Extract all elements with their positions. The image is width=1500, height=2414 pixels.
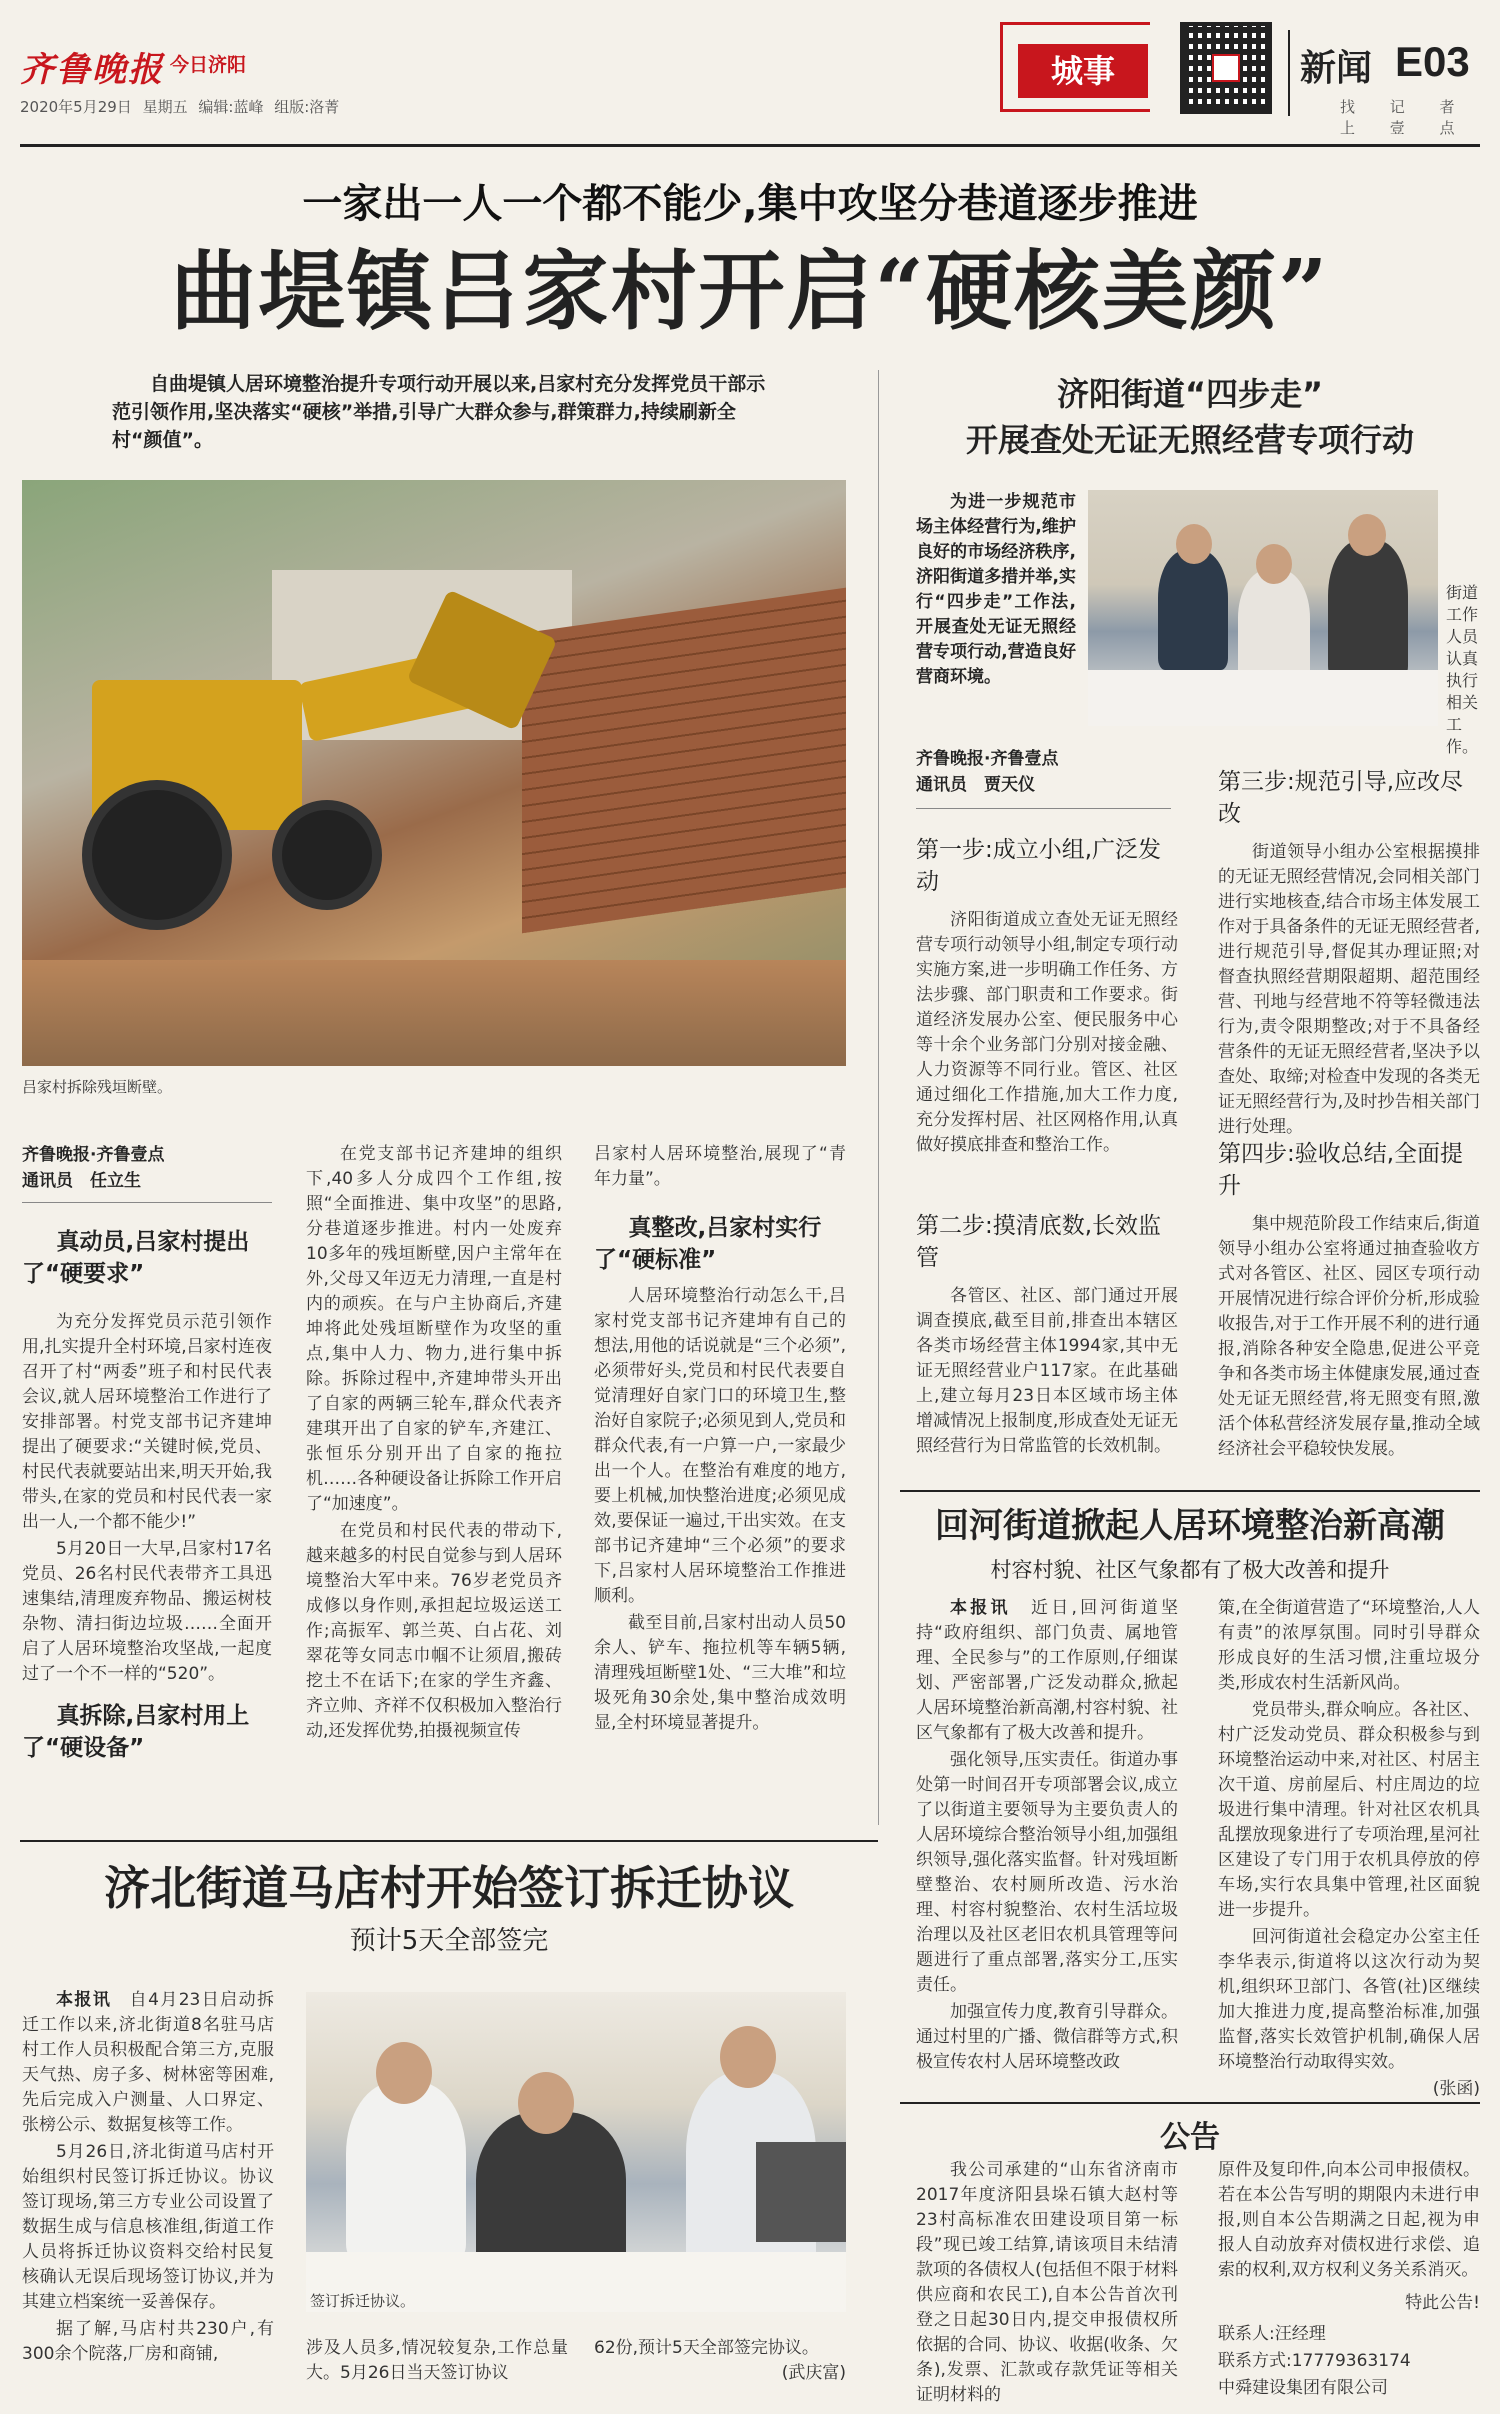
hero-subhead-2: 真拆除,吕家村用上了“硬设备”	[22, 1703, 250, 1761]
madian-top-rule	[20, 1840, 878, 1842]
hero-col-3-p2: 截至目前,吕家村出动人员50余人、铲车、拖拉机等车辆5辆,清理残垣断壁1处、“三大堆”和垃圾死角30余处,集中整治成效明显,全村环境显著提升。	[594, 1613, 846, 1733]
jiyang-step-2: 第二步:摸清底数,长效监管	[916, 1213, 1162, 1271]
jiyang-step-3: 第三步:规范引导,应改尽改	[1218, 769, 1464, 827]
issue-editor: 编辑:蓝峰	[198, 98, 264, 116]
jiyang-byline-source: 齐鲁晚报·齐鲁壹点	[916, 749, 1059, 769]
jiyang-byline	[916, 746, 1176, 798]
issue-layout: 组版:洛菁	[274, 98, 340, 116]
huihe-p3: 加强宣传力度,教育引导群众。通过村里的广播、微信群等方式,积极宣传农村人居环境整改政	[916, 2002, 1178, 2072]
jiyang-photo-caption: 街道工作人员认真执行相关工作。	[1446, 583, 1479, 756]
huihe-col-1	[916, 1596, 1178, 2077]
jiyang-byline-rule	[916, 808, 1171, 809]
section-tab: 城事	[1018, 44, 1148, 98]
huihe-lead-tag: 本报讯	[950, 1598, 1011, 1618]
huihe-col-2	[1218, 1596, 1480, 2104]
madian-author: (武庆富)	[781, 2363, 846, 2383]
hero-byline	[22, 1142, 302, 1194]
edition-name: 今日济阳	[170, 54, 247, 76]
madian-p2: 5月26日,济北街道马店村开始组织村民签订拆迁协议。协议签订现场,第三方专业公司设置了数据生成与信息核准组,街道工作人员将拆迁协议资料交给村民复核确认无误后现场签订协议,并为其建立档案统一妥善保存。	[22, 2142, 274, 2312]
huihe-title: 回河街道掀起人居环境整治新高潮	[935, 1506, 1445, 1546]
hero-col-3-top: 吕家村人居环境整治,展现了“青年力量”。	[594, 1144, 846, 1189]
hero-photo-caption: 吕家村拆除残垣断壁。	[22, 1078, 173, 1096]
madian-col-3	[594, 2336, 846, 2386]
masthead-rule	[20, 144, 1480, 147]
hero-photo	[22, 480, 846, 1066]
jiyang-step-3-body: 街道领导小组办公室根据摸排的无证无照经营情况,会同相关部门进行实地核查,结合市场主体发展工作对于具备条件的无证无照经营者,进行规范引导,督促其办理证照;对督查执照经营期限超期、超范围经营、刊地与经营地不符等轻微违法行为,责令限期整改;对于不具备经营条件的无证无照经营者,坚决予以查处、取缔;对检查中发现的各类无证无照经营行为,及时抄告相关部门进行处理。	[1218, 842, 1480, 1137]
huihe-p1	[916, 1596, 1178, 1746]
madian-p3: 据了解,马店村共230户,有300余个院落,厂房和商铺,	[22, 2319, 274, 2364]
staff-left: 找 记 者	[1340, 98, 1455, 116]
huihe-p6: 回河街道社会稳定办公室主任李华表示,街道将以这次行动为契机,组织环卫部门、各管(社)区继续加大推进力度,提高整治标准,加强监督,落实长效管护机制,确保人居环境整治行动取得实效。	[1218, 1927, 1480, 2072]
masthead-divider	[1288, 30, 1290, 116]
hero-byline-source: 齐鲁晚报·齐鲁壹点	[22, 1145, 165, 1165]
hero-col-2-p2: 在党员和村民代表的带动下,越来越多的村民自觉参与到人居环境整治大军中来。76岁老党员齐成修以身作则,承担起垃圾运送工作;高振军、郭兰英、白占花、刘翠花等女同志巾帼不让须眉,搬砖挖土不在话下;在家的学生齐鑫、齐立帅、齐祥不仅积极加入整治行动,还发挥优势,拍摄视频宣传	[306, 1521, 562, 1741]
notice-col-2	[1218, 2158, 1480, 2403]
hero-lead: 自曲堤镇人居环境整治提升专项行动开展以来,吕家村充分发挥党员干部示范引领作用,坚决落实“硬核”举措,引导广大群众参与,群策群力,持续刷新全村“颜值”。	[112, 373, 766, 451]
issue-weekday: 星期五	[142, 98, 188, 116]
jiyang-photo	[1088, 490, 1438, 726]
hero-title: 曲堤镇吕家村开启“硬核美颜”	[170, 241, 1330, 342]
issue-meta	[20, 96, 339, 117]
madian-col-1	[22, 1988, 274, 2369]
hero-col-2	[306, 1142, 562, 1746]
huihe-author: (张函)	[1432, 2079, 1480, 2099]
huihe-p1-text: 近日,回河街道坚持“政府组织、部门负责、属地管理、全民参与”的工作原则,仔细谋划、严密部署,广泛发动群众,掀起人居环境整治新高潮,村容村貌、社区气象都有了极大改善和提升。	[916, 1598, 1179, 1743]
notice-closing: 特此公告!	[1405, 2293, 1480, 2313]
madian-photo-caption: 签订拆迁协议。	[310, 2292, 416, 2310]
huihe-p5: 党员带头,群众响应。各社区、村广泛发动党员、群众积极参与到环境整治运动中来,对社区、村居主次干道、房前屋后、村庄周边的垃圾进行集中清理。针对社区农机具乱摆放现象进行了专项治理,星河社区建设了专门用于农机具停放的停车场,实行农具集中管理,社区面貌进一步提升。	[1218, 1700, 1480, 1920]
madian-p5: 62份,预计5天全部签完协议。	[594, 2338, 819, 2358]
hero-subtitle: 一家出一人一个都不能少,集中攻坚分巷道逐步推进	[302, 181, 1198, 227]
hero-subhead-3: 真整改,吕家村实行了“硬标准”	[594, 1215, 822, 1273]
issue-date: 2020年5月29日	[20, 98, 132, 116]
madian-lead-tag: 本报讯	[56, 1990, 112, 2010]
madian-p1-text: 自4月23日启动拆迁工作以来,济北街道8名驻马店村工作人员积极配合第三方,克服天气热、房子多、树林密等困难,先后完成入户测量、人口界定、张榜公示、数据复核等工作。	[22, 1990, 275, 2135]
huihe-p2: 强化领导,压实责任。街道办事处第一时间召开专项部署会议,成立了以街道主要领导为主要负责人的人居环境综合整治领导小组,加强组织领导,强化落实监督。针对残垣断壁整治、农村厕所改造、污水治理、村容村貌整治、农村生活垃圾治理以及社区老旧农机具管理等问题进行了重点部署,落实分工,压实责任。	[916, 1750, 1178, 1995]
hero-byline-reporter: 通讯员 任立生	[22, 1171, 141, 1191]
madian-title: 济北街道马店村开始签订拆迁协议	[104, 1861, 794, 1915]
notice-p2: 原件及复印件,向本公司申报债权。若在本公告写明的期限内未进行申报,则自本公告期满之日起,视为申报人自动放弃对债权进行求偿、追索的权利,双方权利义务关系消灭。	[1218, 2160, 1480, 2280]
madian-p1	[22, 1988, 274, 2138]
section-title: 新闻	[1300, 48, 1373, 89]
jiyang-intro: 为进一步规范市场主体经营行为,维护良好的市场经济秩序,济阳街道多措并举,实行“四步走”工作法,开展查处无证无照经营专项行动,营造良好营商环境。	[916, 492, 1076, 687]
staff-line	[1340, 96, 1500, 138]
hero-col-1	[22, 1310, 272, 1689]
jiyang-end-rule	[900, 1490, 1480, 1492]
notice-contact: 联系人:汪经理	[1218, 2324, 1326, 2344]
jiyang-step-1: 第一步:成立小组,广泛发动	[916, 837, 1162, 895]
jiyang-step-4-body: 集中规范阶段工作结束后,街道领导小组办公室将通过抽查验收方式对各管区、社区、园区专项行动开展情况进行综合评价分析,形成验收报告,对于工作开展不利的进行通报,消除各种安全隐患,促进公平竞争和各类市场主体健康发展,通过查处无证无照经营,将无照变有照,激活个体私营经济发展存量,推动全域经济社会平稳较快发展。	[1218, 1214, 1480, 1459]
jiyang-title-1: 济阳街道“四步走”	[1056, 375, 1324, 413]
huihe-subtitle: 村容村貌、社区气象都有了极大改善和提升	[990, 1558, 1390, 1582]
byline-rule	[22, 1202, 272, 1203]
hero-col-1-p1: 为充分发挥党员示范引领作用,扎实提升全村环境,吕家村连夜召开了村“两委”班子和村民代表会议,就人居环境整治工作进行了安排部署。村党支部书记齐建坤提出了硬要求:“关键时候,党员、村民代表就要站出来,明天开始,我带头,在家的党员和村民代表一家出一人,一个都不能少!”	[22, 1312, 272, 1532]
jiyang-title-2: 开展查处无证无照经营专项行动	[965, 421, 1414, 459]
notice-title: 公告	[1160, 2120, 1220, 2155]
notice-col-1: 我公司承建的“山东省济南市2017年度济阳县垛石镇大赵村等23村高标准农田建设项目第一标段”现已竣工结算,请该项目未结清款项的各债权人(包括但不限于材料供应商和农民工),自本公告首次刊登之日起30日内,提交申报债权所依据的合同、协议、收据(收条、欠条),发票、汇款或存款凭证等相关证明材料的	[916, 2160, 1178, 2405]
notice-phone: 联系方式:17779363174	[1218, 2351, 1411, 2371]
hero-col-3-p1: 人居环境整治行动怎么干,吕家村党支部书记齐建坤有自己的想法,用他的话说就是“三个必须”,必须带好头,党员和村民代表要自觉清理好自家门口的环境卫生,整治好自家院子;必须见到人,党员和群众代表,有一户算一户,一家最少出一个人。在整治有难度的地方,要上机械,加快整治进度;必须见成效,要保证一遍过,干出实效。在支部书记齐建坤“三个必须”的要求下,吕家村人居环境整治工作推进顺利。	[594, 1286, 846, 1606]
madian-photo	[306, 1992, 846, 2312]
hero-col-2-p1: 在党支部书记齐建坤的组织下,40多人分成四个工作组,按照“全面推进、集中攻坚”的思路,分巷道逐步推进。村内一处废弃10多年的残垣断壁,因户主常年在外,父母又年迈无力清理,一直是村内的顽疾。在与户主协商后,齐建坤将此处残垣断壁作为攻坚的重点,集中人力、物力,进行集中拆除。拆除过程中,齐建坤带头开出了自家的两辆三轮车,群众代表齐建琪开出了自家的铲车,齐建江、张恒乐分别开出了自家的拖拉机……各种硬设备让拆除工作开启了“加速度”。	[306, 1144, 562, 1514]
jiyang-step-1-body: 济阳街道成立查处无证无照经营专项行动领导小组,制定专项行动实施方案,进一步明确工作任务、方法步骤、部门职责和工作要求。街道经济发展办公室、便民服务中心等十余个业务部门分别对接金融、人力资源等不同行业。管区、社区通过细化工作措施,加大工作力度,充分发挥村居、社区网格作用,认真做好摸底排查和整治工作。	[916, 910, 1178, 1155]
jiyang-step-2-body: 各管区、社区、部门通过开展调查摸底,截至目前,排查出本辖区各类市场经营主体1994家,其中无证无照经营业户117家。在此基础上,建立每月23日本区域市场主体增减情况上报制度,形成查处无证无照经营行为日常监管的长效机制。	[916, 1286, 1178, 1456]
jiyang-byline-reporter: 通讯员 贾天仪	[916, 775, 1035, 795]
madian-col-2: 涉及人员多,情况较复杂,工作总量大。5月26日当天签订协议	[306, 2338, 568, 2383]
madian-subtitle: 预计5天全部签完	[349, 1926, 549, 1956]
hero-col-1-p2: 5月20日一大早,吕家村17名党员、26名村民代表带齐工具迅速集结,清理废弃物品、搬运树枝杂物、清扫街边垃圾……全面开启了人居环境整治攻坚战,一起度过了一个不一样的“520”。	[22, 1539, 272, 1684]
notice-top-rule	[900, 2102, 1480, 2104]
staff-right: 上 壹 点	[1340, 119, 1455, 137]
notice-company: 中舜建设集团有限公司	[1218, 2378, 1388, 2398]
jiyang-step-4: 第四步:验收总结,全面提升	[1218, 1141, 1464, 1199]
qr-code-logo-icon	[1212, 54, 1240, 82]
column-divider	[878, 370, 879, 1825]
page-number: E03	[1395, 38, 1470, 85]
huihe-p4: 策,在全街道营造了“环境整治,人人有责”的浓厚氛围。同时引导群众形成良好的生活习惯,注重垃圾分类,形成农村生活新风尚。	[1218, 1598, 1480, 1693]
newspaper-logo: 齐鲁晚报	[20, 50, 164, 90]
hero-col-3	[594, 1284, 846, 1738]
hero-subhead-1: 真动员,吕家村提出了“硬要求”	[22, 1229, 250, 1287]
